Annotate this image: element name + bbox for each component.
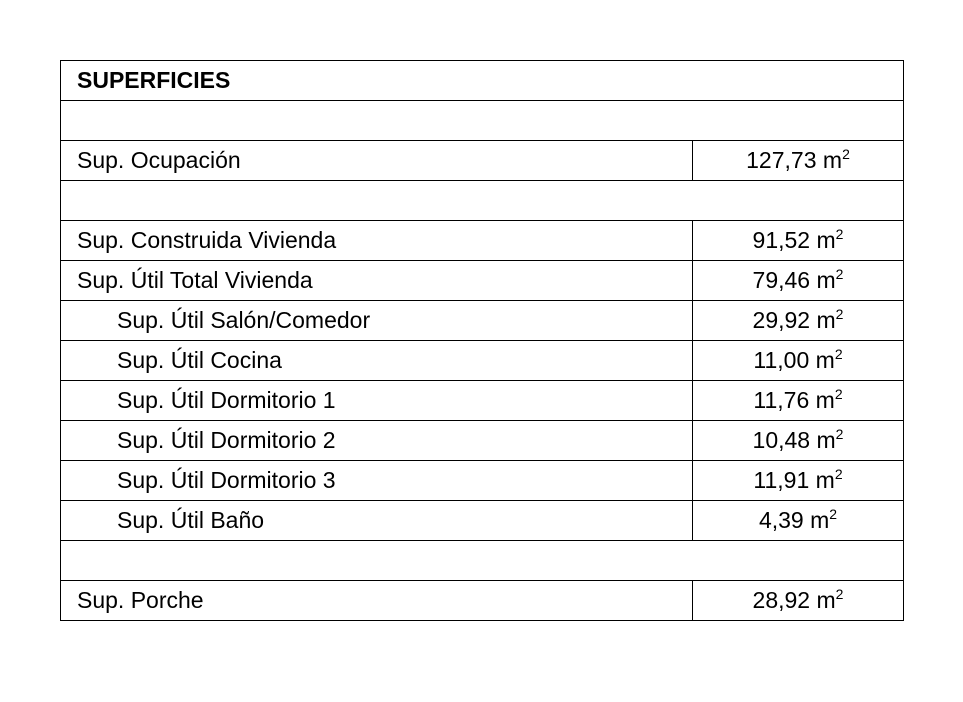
surface-table-body [61,61,904,621]
row-value-cell [693,421,904,461]
table-row [61,261,904,301]
unit-exponent: 2 [834,386,843,402]
table-row [61,381,904,421]
unit-base: m [815,387,835,413]
row-value-cell [693,501,904,541]
table-header-row [61,61,904,101]
row-value: 11,00 [753,347,810,373]
unit-exponent: 2 [834,346,843,362]
row-value: 127,73 [746,147,817,173]
unit-exponent: 2 [835,306,844,322]
row-value: 11,91 [753,467,810,493]
unit-exponent: 2 [834,466,843,482]
surface-table [60,60,904,621]
table-row [61,341,904,381]
empty-cell [61,181,904,221]
unit-base: m [816,307,836,333]
unit-base: m [816,267,836,293]
row-value-cell [693,141,904,181]
unit-base: m [816,427,836,453]
row-label: Sup. Útil Dormitorio 1 [61,381,693,421]
table-row-empty [61,181,904,221]
table-row [61,461,904,501]
row-value: 4,39 [758,507,804,533]
row-value: 91,52 [752,227,811,253]
unit-base: m [810,507,830,533]
row-label: Sup. Útil Cocina [61,341,693,381]
table-row [61,421,904,461]
row-value-cell [693,381,904,421]
unit-exponent: 2 [835,586,844,602]
table-row [61,581,904,621]
unit-exponent: 2 [829,506,838,522]
table-row [61,301,904,341]
table-row [61,221,904,261]
row-value: 79,46 [752,267,811,293]
row-value-cell [693,301,904,341]
row-value-cell [693,341,904,381]
unit-base: m [815,347,835,373]
empty-cell [61,541,904,581]
row-value: 29,92 [752,307,811,333]
unit-exponent: 2 [842,146,850,162]
row-value-cell [693,461,904,501]
table-row [61,501,904,541]
row-label: Sup. Útil Dormitorio 3 [61,461,693,501]
row-label: Sup. Útil Baño [61,501,693,541]
unit-exponent: 2 [835,266,844,282]
unit-exponent: 2 [835,226,844,242]
row-value: 11,76 [753,387,810,413]
unit-base: m [822,147,843,173]
row-label: Sup. Construida Vivienda [61,221,693,261]
empty-cell [61,101,904,141]
row-label: Sup. Útil Dormitorio 2 [61,421,693,461]
table-row [61,141,904,181]
unit-exponent: 2 [835,426,844,442]
row-value-cell [693,221,904,261]
table-row-empty [61,101,904,141]
unit-base: m [816,587,836,613]
table-row-empty [61,541,904,581]
unit-base: m [815,467,835,493]
row-label: Sup. Útil Total Vivienda [61,261,693,301]
row-value-cell [693,261,904,301]
row-value: 10,48 [752,427,811,453]
row-value: 28,92 [752,587,811,613]
unit-base: m [816,227,836,253]
table-title: SUPERFICIES [61,61,904,101]
row-label: Sup. Porche [61,581,693,621]
row-label: Sup. Útil Salón/Comedor [61,301,693,341]
row-label: Sup. Ocupación [61,141,693,181]
row-value-cell [693,581,904,621]
